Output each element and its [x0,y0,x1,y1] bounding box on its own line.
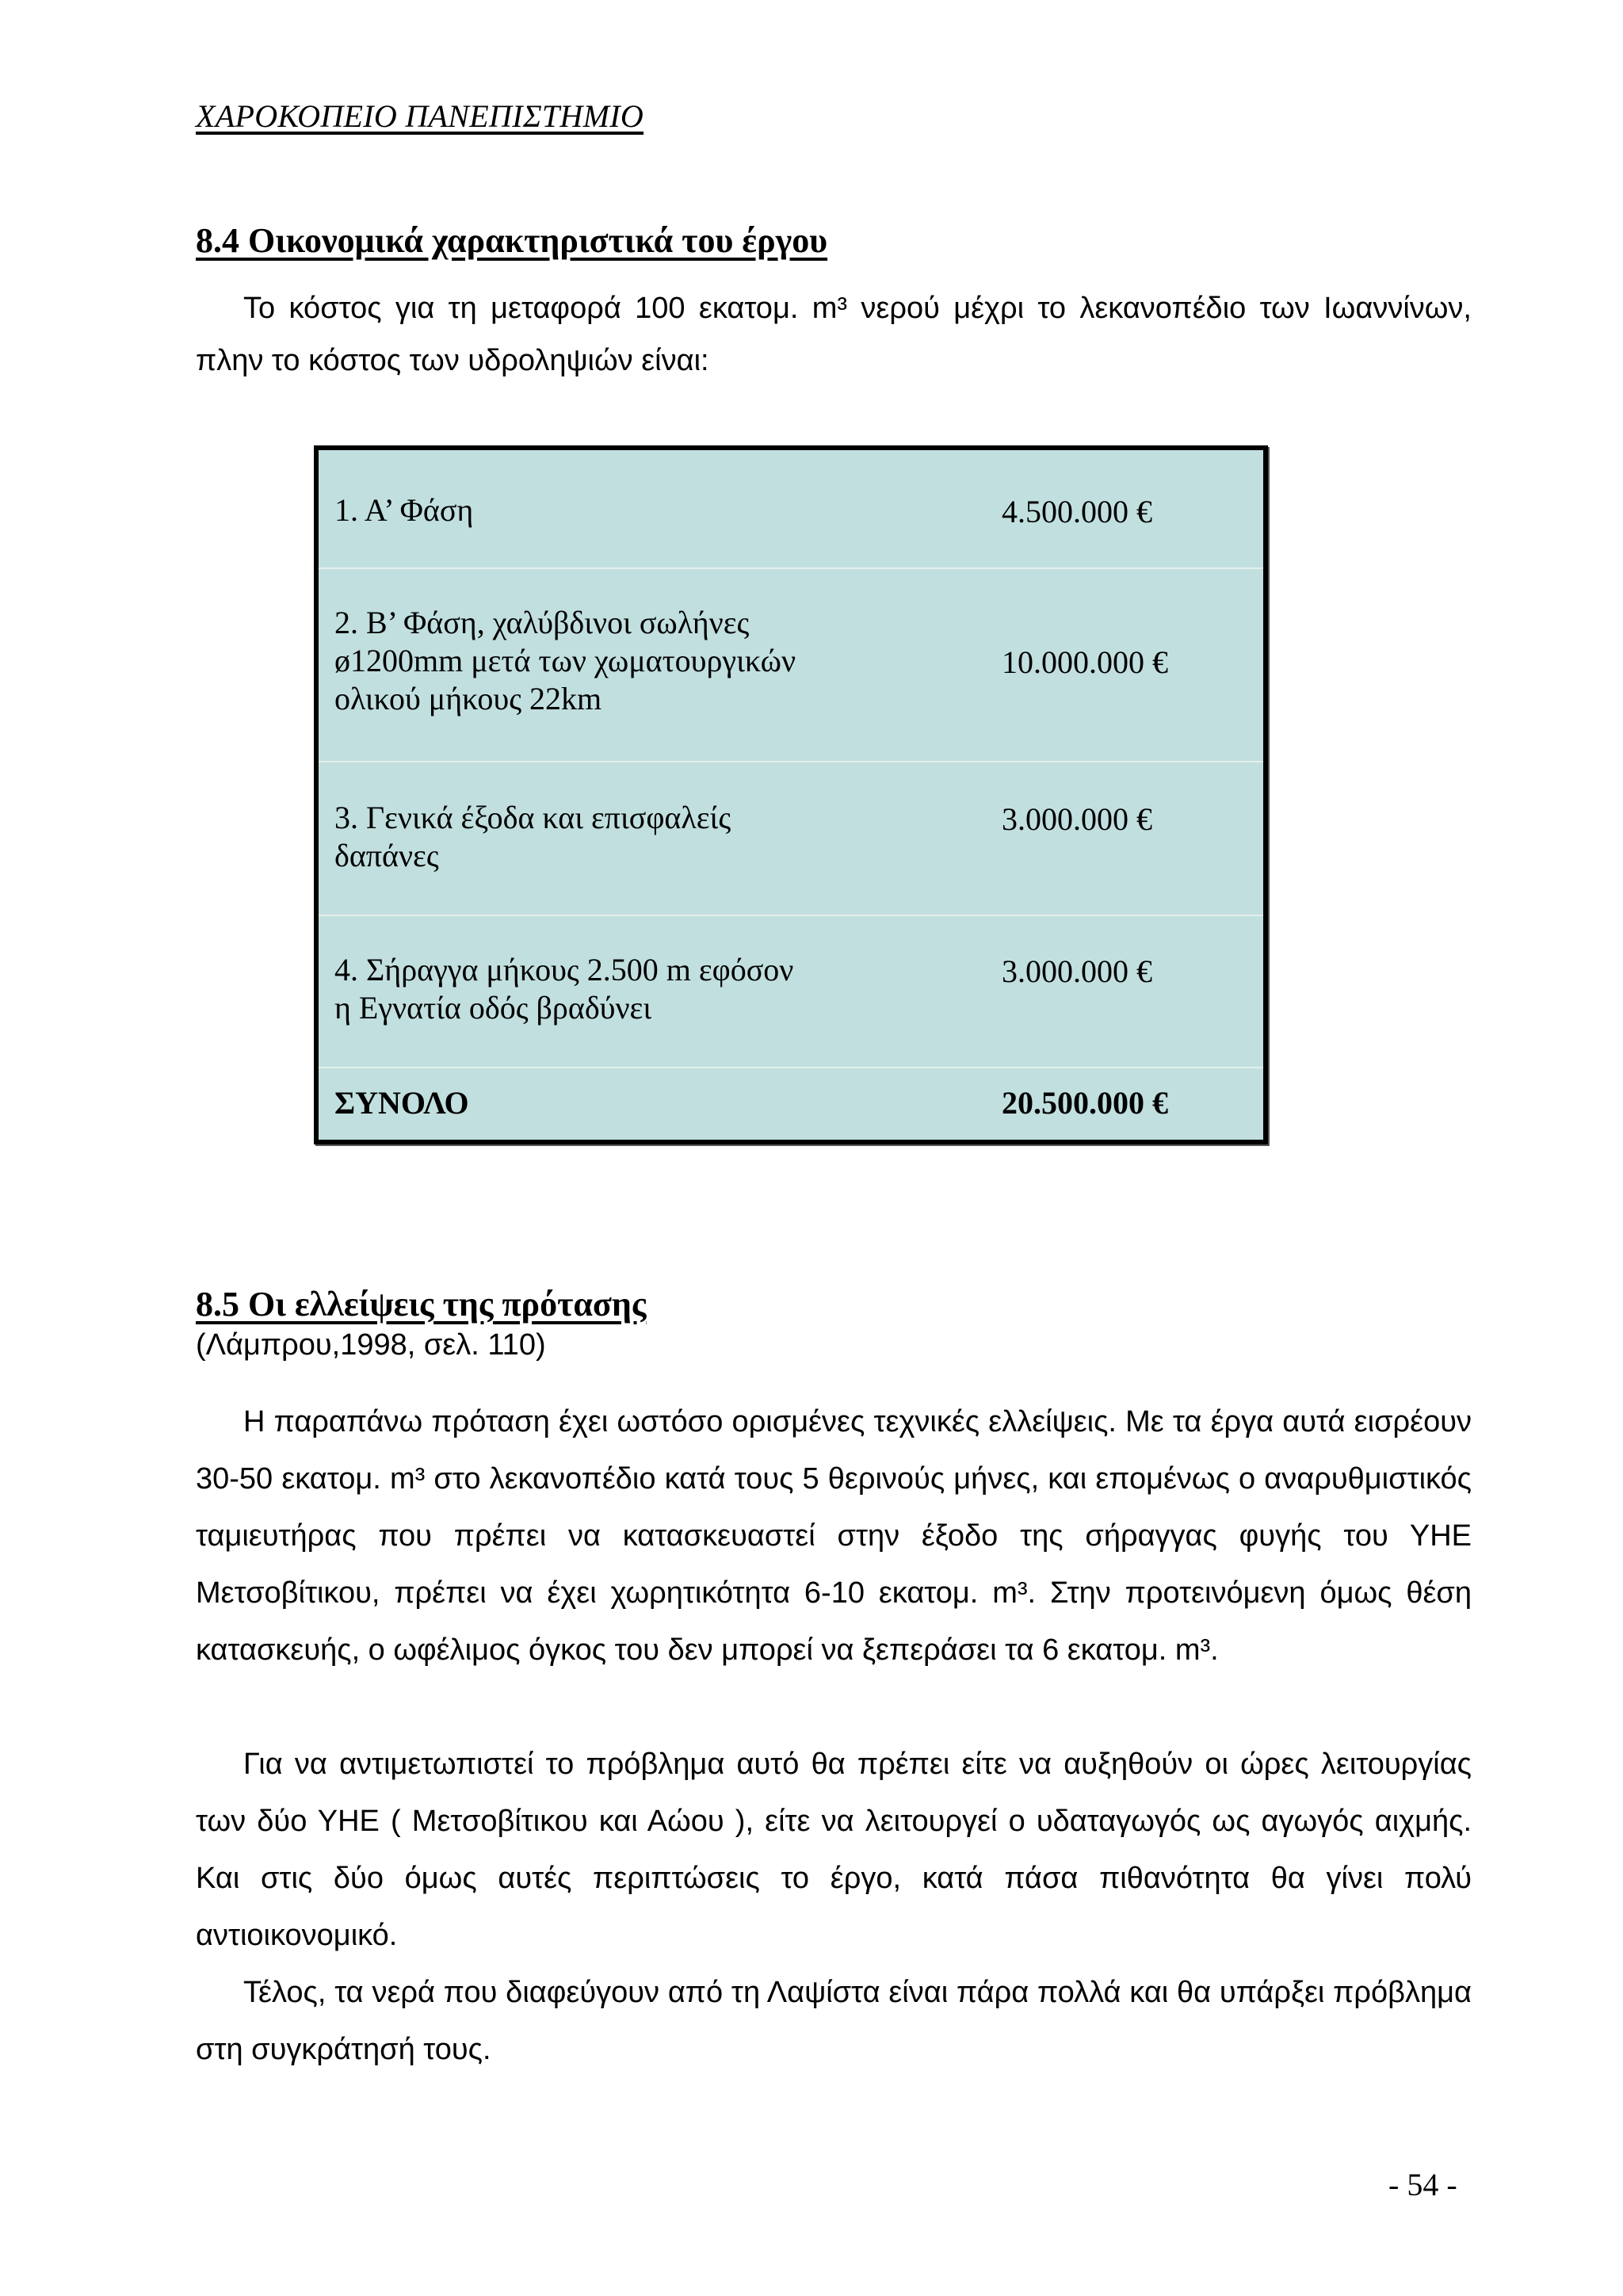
cost-row-description-text: 2. Β’ Φάση, χαλύβδινοι σωλήνες ø1200mm μετά των χωματουργικών ολικού μήκους 22km [334,605,796,716]
cost-row-description-text: 3. Γενικά έξοδα και επισφαλείς δαπάνες [334,800,731,873]
cost-row-description [334,604,842,718]
cost-row-description [334,799,842,875]
cost-row-description-text: 4. Σήραγγα μήκους 2.500 m εφόσον η Εγνατία οδός βραδύνει [334,952,794,1026]
cost-row-description [334,951,842,1027]
cost-row-description-text: 1. Α’ Φάση [334,492,474,528]
cost-row [319,915,1263,1068]
citation: (Λάμπρου,1998, σελ. 110) [196,1328,546,1362]
cost-row-amount: 3.000.000 € [1002,801,1152,837]
cost-row [319,450,1263,569]
body-paragraph: Για να αντιμετωπιστεί το πρόβλημα αυτό θα πρέπει είτε να αυξηθούν οι ώρες λειτουργίας των δύο ΥΗΕ ( Μετσοβίτικου και Αώου ), είτε να λειτουργεί ο υδαταγωγός ως αγωγός αιχμής. Και στις δύο όμως αυτές περιπτώσεις το έργο, κατά πάσα πιθανότητα θα γίνει πολύ αντιοικονομικό. [196,1748,1472,1952]
cost-total-row [319,1067,1263,1140]
cost-row-description [334,491,842,529]
body-paragraph: Η παραπάνω πρόταση έχει ωστόσο ορισμένες τεχνικές ελλείψεις. Με τα έργα αυτά εισρέουν 30-50 εκατομ. m³ στο λεκανοπέδιο κατά τους 5 θερινούς μήνες, και επομένως ο αναρυθμιστικός ταμιευτήρας που πρέπει να κατασκευαστεί στην έξοδο της σήραγγας φυγής του ΥΗΕ Μετσοβίτικου, πρέπει να έχει χωρητικότητα 6-10 εκατομ. m³. Στην προτεινόμενη όμως θέση κατασκευής, ο ωφέλιμος όγκος του δεν μπορεί να ξεπεράσει τα 6 εκατομ. m³. [196,1405,1472,1667]
cost-row-amount: 10.000.000 € [1002,644,1168,680]
running-header: ΧΑΡΟΚΟΠΕΙΟ ΠΑΝΕΠΙΣΤΗΜΙΟ [196,98,644,134]
section-heading-8-4: 8.4 Οικονομικά χαρακτηριστικά του έργου [196,221,828,260]
cost-total-amount: 20.500.000 € [1002,1085,1168,1121]
cost-total-label: ΣΥΝΟΛΟ [334,1085,469,1121]
body-paragraph: Τέλος, τα νερά που διαφεύγουν από τη Λαψίστα είναι πάρα πολλά και θα υπάρξει πρόβλημα στη συγκράτησή τους. [196,1976,1472,2066]
cost-row [319,761,1263,916]
cost-table [314,445,1268,1144]
cost-row [319,567,1263,762]
cost-row-amount: 3.000.000 € [1002,953,1152,989]
cost-row-amount: 4.500.000 € [1002,494,1152,529]
page-number: - 54 - [1388,2167,1457,2202]
section-heading-8-5: 8.5 Οι ελλείψεις της πρότασης [196,1285,647,1324]
intro-paragraph: Το κόστος για τη μεταφορά 100 εκατομ. m³ νερού μέχρι το λεκανοπέδιο των Ιωαννίνων, πλην το κόστος των υδροληψιών είναι: [196,292,1472,377]
